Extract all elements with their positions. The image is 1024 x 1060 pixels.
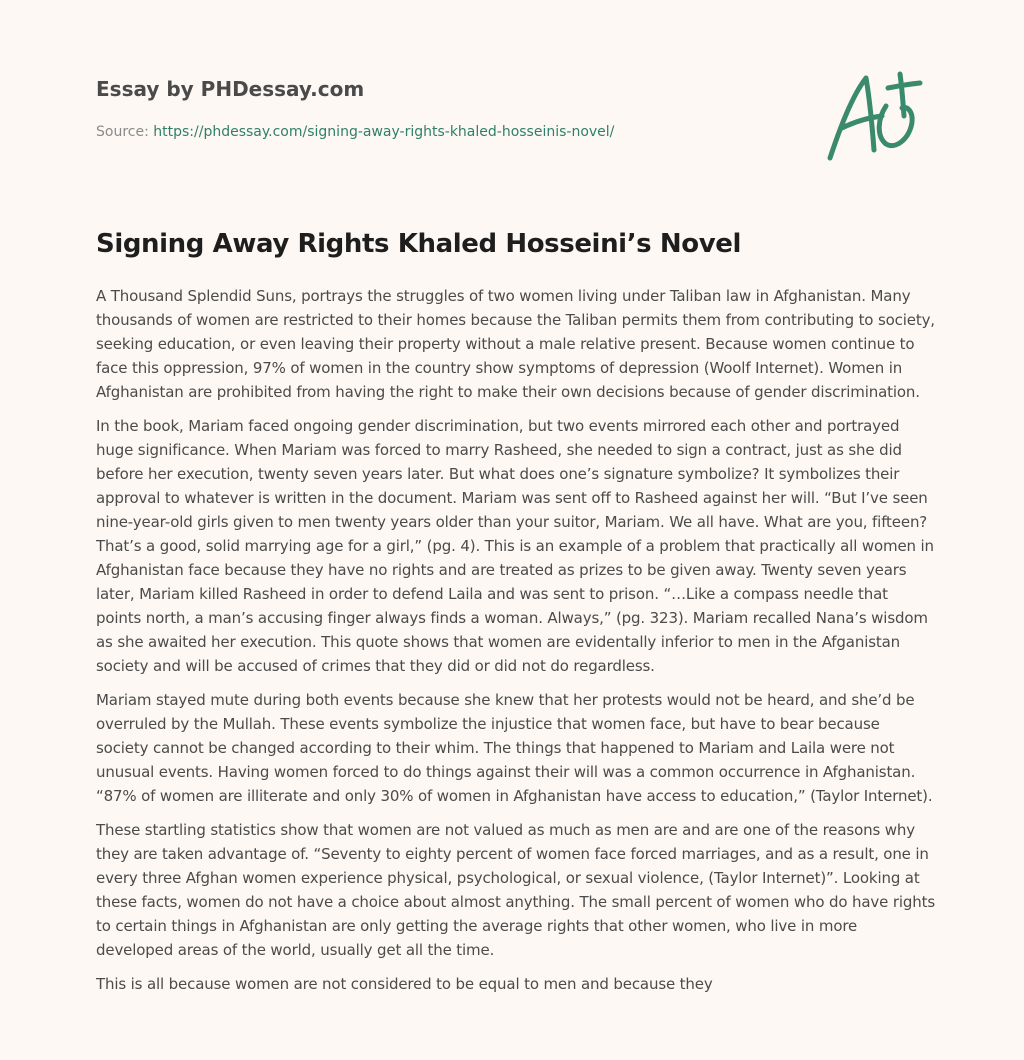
source-line <box>96 122 796 142</box>
source-link[interactable]: https://phdessay.com/signing-away-rights-khaled-hosseinis-novel/ <box>153 124 615 140</box>
essay-paragraph: Mariam stayed mute during both events because she knew that her protests would not be heard, and she’d be overruled by the Mullah. These events symbolize the injustice that women face, but have to bear because society cannot be changed according to their whim. The things that happened to Mariam and Laila were not unusual events. Having women forced to do things against their will was a common occurrence in Afghanistan. “87% of women are illiterate and only 30% of women in Afghanistan have access to education,” (Taylor Internet). <box>96 691 933 805</box>
essay-paragraph: These startling statistics show that women are not valued as much as men are and are one of the reasons why they are taken advantage of. “Seventy to eighty percent of women face forced marriages, and as a result, one in every three Afghan women experience physical, psychological, or sexual violence, (Taylor Internet)”. Looking at these facts, women do not have a choice about almost anything. The small percent of women who do have rights to certain things in Afghanistan are only getting the average rights that other women, who live in more developed areas of the world, usually get all the time. <box>96 821 935 959</box>
source-label: Source: <box>96 124 149 140</box>
brand-title: Essay by PHDessay.com <box>96 77 365 101</box>
essay-title: Signing Away Rights Khaled Hosseini’s Novel <box>96 229 742 259</box>
essay-paragraph: In the book, Mariam faced ongoing gender discrimination, but two events mirrored each other and portrayed huge significance. When Mariam was forced to marry Rasheed, she needed to sign a contract, just as she did before her execution, twenty seven years later. But what does one’s signature symbolize? It symbolizes their approval to whatever is written in the document. Mariam was sent off to Rasheed against her will. “But I’ve seen nine-year-old girls given to men twenty years older than your suitor, Mariam. We all have. What are you, fifteen? That’s a good, solid marrying age for a girl,” (pg. 4). This is an example of a problem that practically all women in Afghanistan face because they have no rights and are treated as prizes to be given away. Twenty seven years later, Mariam killed Rasheed in order to defend Laila and was sent to prison. “…Like a compass needle that points north, a man’s accusing finger always finds a woman. Always,” (pg. 323). Mariam recalled Nana’s wisdom as she awaited her execution. This quote shows that women are evidentally inferior to men in the Afganistan society and will be accused of crimes that they did or did not do regardless. <box>96 417 934 675</box>
essay-header <box>96 74 796 142</box>
a-plus-logo-icon <box>820 66 930 166</box>
essay-paragraph: This is all because women are not considered to be equal to men and because they <box>96 975 713 993</box>
essay-paragraph: A Thousand Splendid Suns, portrays the struggles of two women living under Taliban law in Afghanistan. Many thousands of women are restricted to their homes because the Taliban permits them from contributing to society, seeking education, or even leaving their property without a male relative present. Because women continue to face this oppression, 97% of women in the country show symptoms of depression (Woolf Internet). Women in Afghanistan are prohibited from having the right to make their own decisions because of gender discrimination. <box>96 287 935 401</box>
essay-body <box>96 284 936 1006</box>
